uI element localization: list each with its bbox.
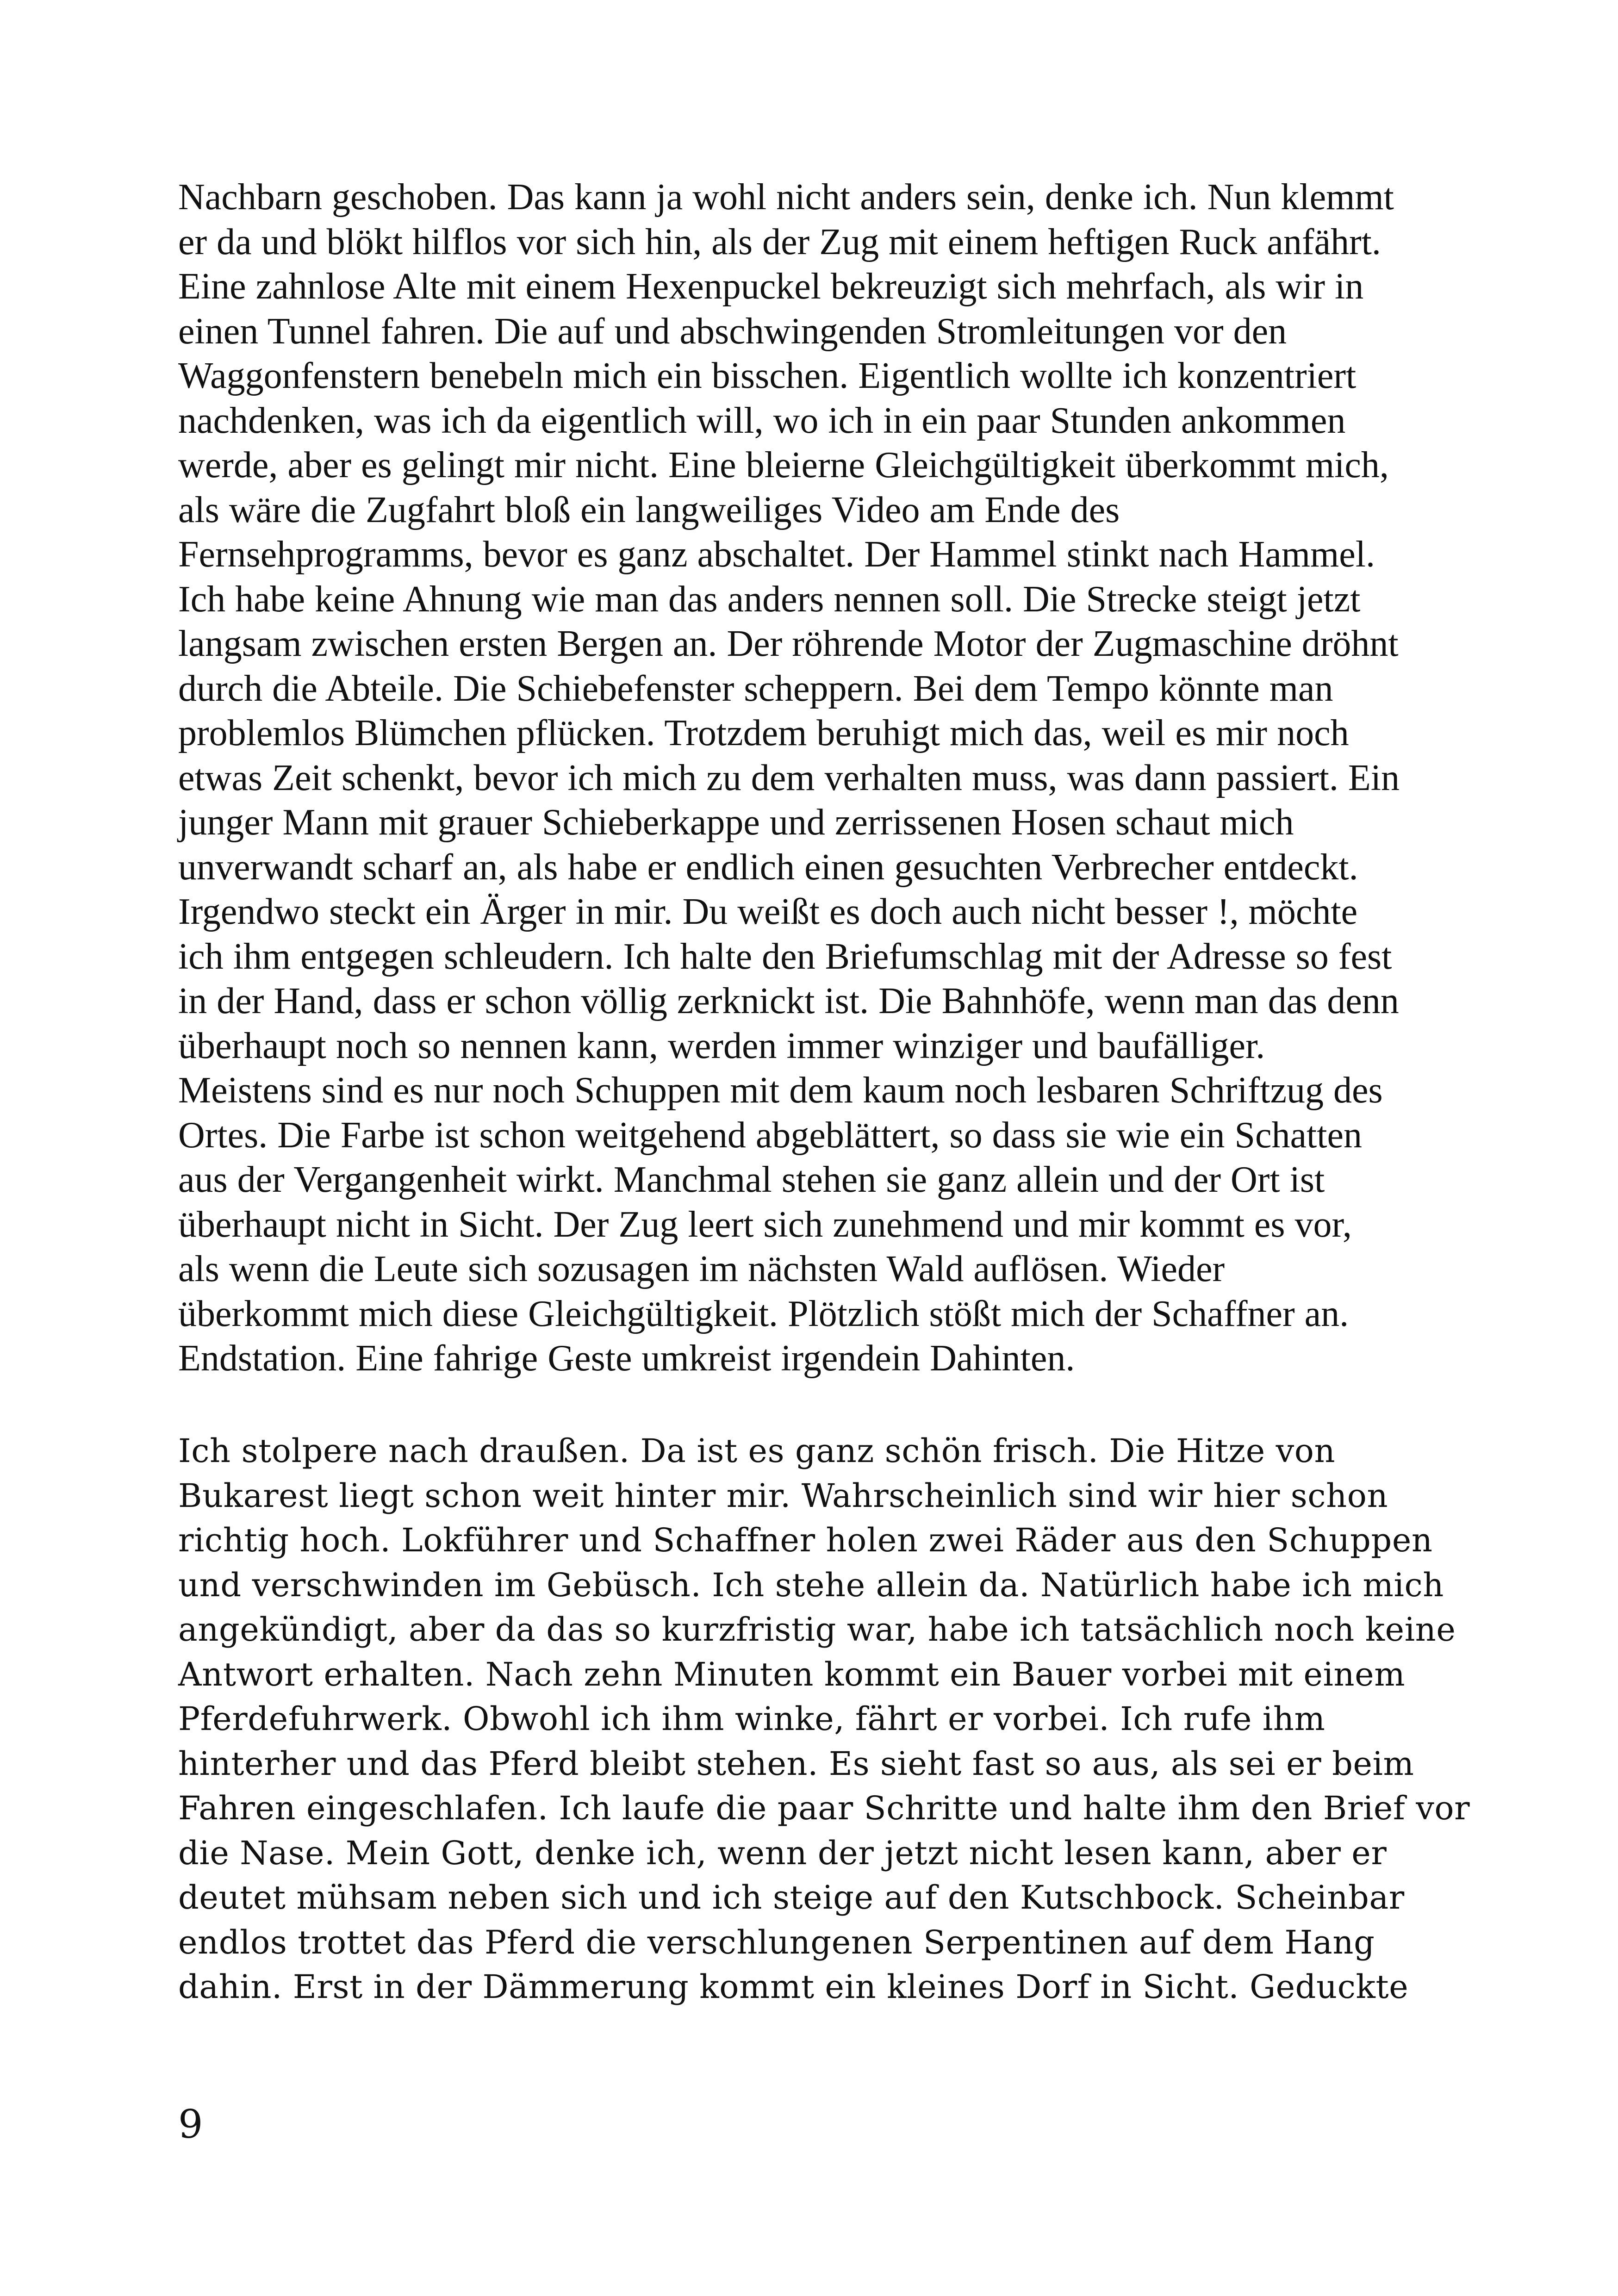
text-line: Meistens sind es nur noch Schuppen mit dem kaum noch lesbaren Schriftzug des [178,1070,1383,1111]
text-line: Pferdefuhrwerk. Obwohl ich ihm winke, fährt er vorbei. Ich rufe ihm [178,1700,1326,1738]
text-line: langsam zwischen ersten Bergen an. Der röhrende Motor der Zugmaschine dröhnt [178,623,1399,664]
text-line: die Nase. Mein Gott, denke ich, wenn der jetzt nicht lesen kann, aber er [178,1834,1387,1872]
text-line: Fahren eingeschlafen. Ich laufe die paar Schritte und halte ihm den Brief vor [178,1789,1470,1827]
text-line: angekündigt, aber da das so kurzfristig war, habe ich tatsächlich noch keine [178,1611,1456,1649]
text-line: Irgendwo steckt ein Ärger in mir. Du weißt es doch auch nicht besser !, möchte [178,891,1358,932]
text-line: etwas Zeit schenkt, bevor ich mich zu dem verhalten muss, was dann passiert. Ein [178,757,1400,798]
text-line: in der Hand, dass er schon völlig zerknickt ist. Die Bahnhöfe, wenn man das denn [178,981,1399,1021]
text-line: Ortes. Die Farbe ist schon weitgehend abgeblättert, so dass sie wie ein Schatten [178,1114,1362,1156]
text-line: Ich stolpere nach draußen. Da ist es ganz schön frisch. Die Hitze von [178,1432,1336,1470]
text-line: Ich habe keine Ahnung wie man das anders nennen soll. Die Strecke steigt jetzt [178,579,1361,620]
text-line: hinterher und das Pferd bleibt stehen. Es sieht fast so aus, als sei er beim [178,1744,1414,1783]
text-line: dahin. Erst in der Dämmerung kommt ein kleines Dorf in Sicht. Geduckte [178,1968,1409,2006]
text-line: Endstation. Eine fahrige Geste umkreist irgendein Dahinten. [178,1338,1075,1379]
text-line: richtig hoch. Lokführer und Schaffner holen zwei Räder aus den Schuppen [178,1521,1433,1559]
text-line: deutet mühsam neben sich und ich steige auf den Kutschbock. Scheinbar [178,1879,1405,1916]
paragraph-2 [178,1429,1470,2010]
text-line: einen Tunnel fahren. Die auf und abschwingenden Stromleitungen vor den [178,311,1287,352]
page-number: 9 [178,2102,203,2147]
text-line: problemlos Blümchen pflücken. Trotzdem beruhigt mich das, weil es mir noch [178,713,1349,753]
text-line: junger Mann mit grauer Schieberkappe und zerrissenen Hosen schaut mich [178,802,1294,843]
text-line: Fernsehprogramms, bevor es ganz abschaltet. Der Hammel stinkt nach Hammel. [178,534,1375,575]
text-line: und verschwinden im Gebüsch. Ich stehe allein da. Natürlich habe ich mich [178,1566,1444,1604]
text-line: überkommt mich diese Gleichgültigkeit. Plötzlich stößt mich der Schaffner an. [178,1293,1349,1334]
text-line: er da und blökt hilflos vor sich hin, als der Zug mit einem heftigen Ruck anfährt. [178,221,1381,262]
text-line: als wenn die Leute sich sozusagen im nächsten Wald auflösen. Wieder [178,1249,1225,1289]
text-line: ich ihm entgegen schleudern. Ich halte den Briefumschlag mit der Adresse so fest [178,936,1392,977]
paragraph-1 [178,175,1451,1381]
text-line: Antwort erhalten. Nach zehn Minuten kommt ein Bauer vorbei mit einem [178,1655,1406,1693]
text-line: Waggonfenstern benebeln mich ein bisschen. Eigentlich wollte ich konzentriert [178,355,1357,396]
text-line: unverwandt scharf an, als habe er endlich einen gesuchten Verbrecher entdeckt. [178,846,1358,888]
text-line: werde, aber es gelingt mir nicht. Eine bleierne Gleichgültigkeit überkommt mich, [178,445,1389,485]
text-line: endlos trottet das Pferd die verschlungenen Serpentinen auf dem Hang [178,1923,1375,1961]
text-line: überhaupt nicht in Sicht. Der Zug leert sich zunehmend und mir kommt es vor, [178,1204,1352,1245]
text-line: überhaupt noch so nennen kann, werden immer winziger und baufälliger. [178,1025,1265,1066]
text-line: Nachbarn geschoben. Das kann ja wohl nicht anders sein, denke ich. Nun klemmt [178,177,1394,218]
text-line: aus der Vergangenheit wirkt. Manchmal stehen sie ganz allein und der Ort ist [178,1159,1325,1200]
text-line: durch die Abteile. Die Schiebefenster scheppern. Bei dem Tempo könnte man [178,668,1333,709]
text-line: Bukarest liegt schon weit hinter mir. Wahrscheinlich sind wir hier schon [178,1476,1388,1515]
text-line: Eine zahnlose Alte mit einem Hexenpuckel bekreuzigt sich mehrfach, als wir in [178,266,1364,307]
text-line: nachdenken, was ich da eigentlich will, wo ich in ein paar Stunden ankommen [178,400,1346,441]
text-line: als wäre die Zugfahrt bloß ein langweiliges Video am Ende des [178,489,1120,530]
